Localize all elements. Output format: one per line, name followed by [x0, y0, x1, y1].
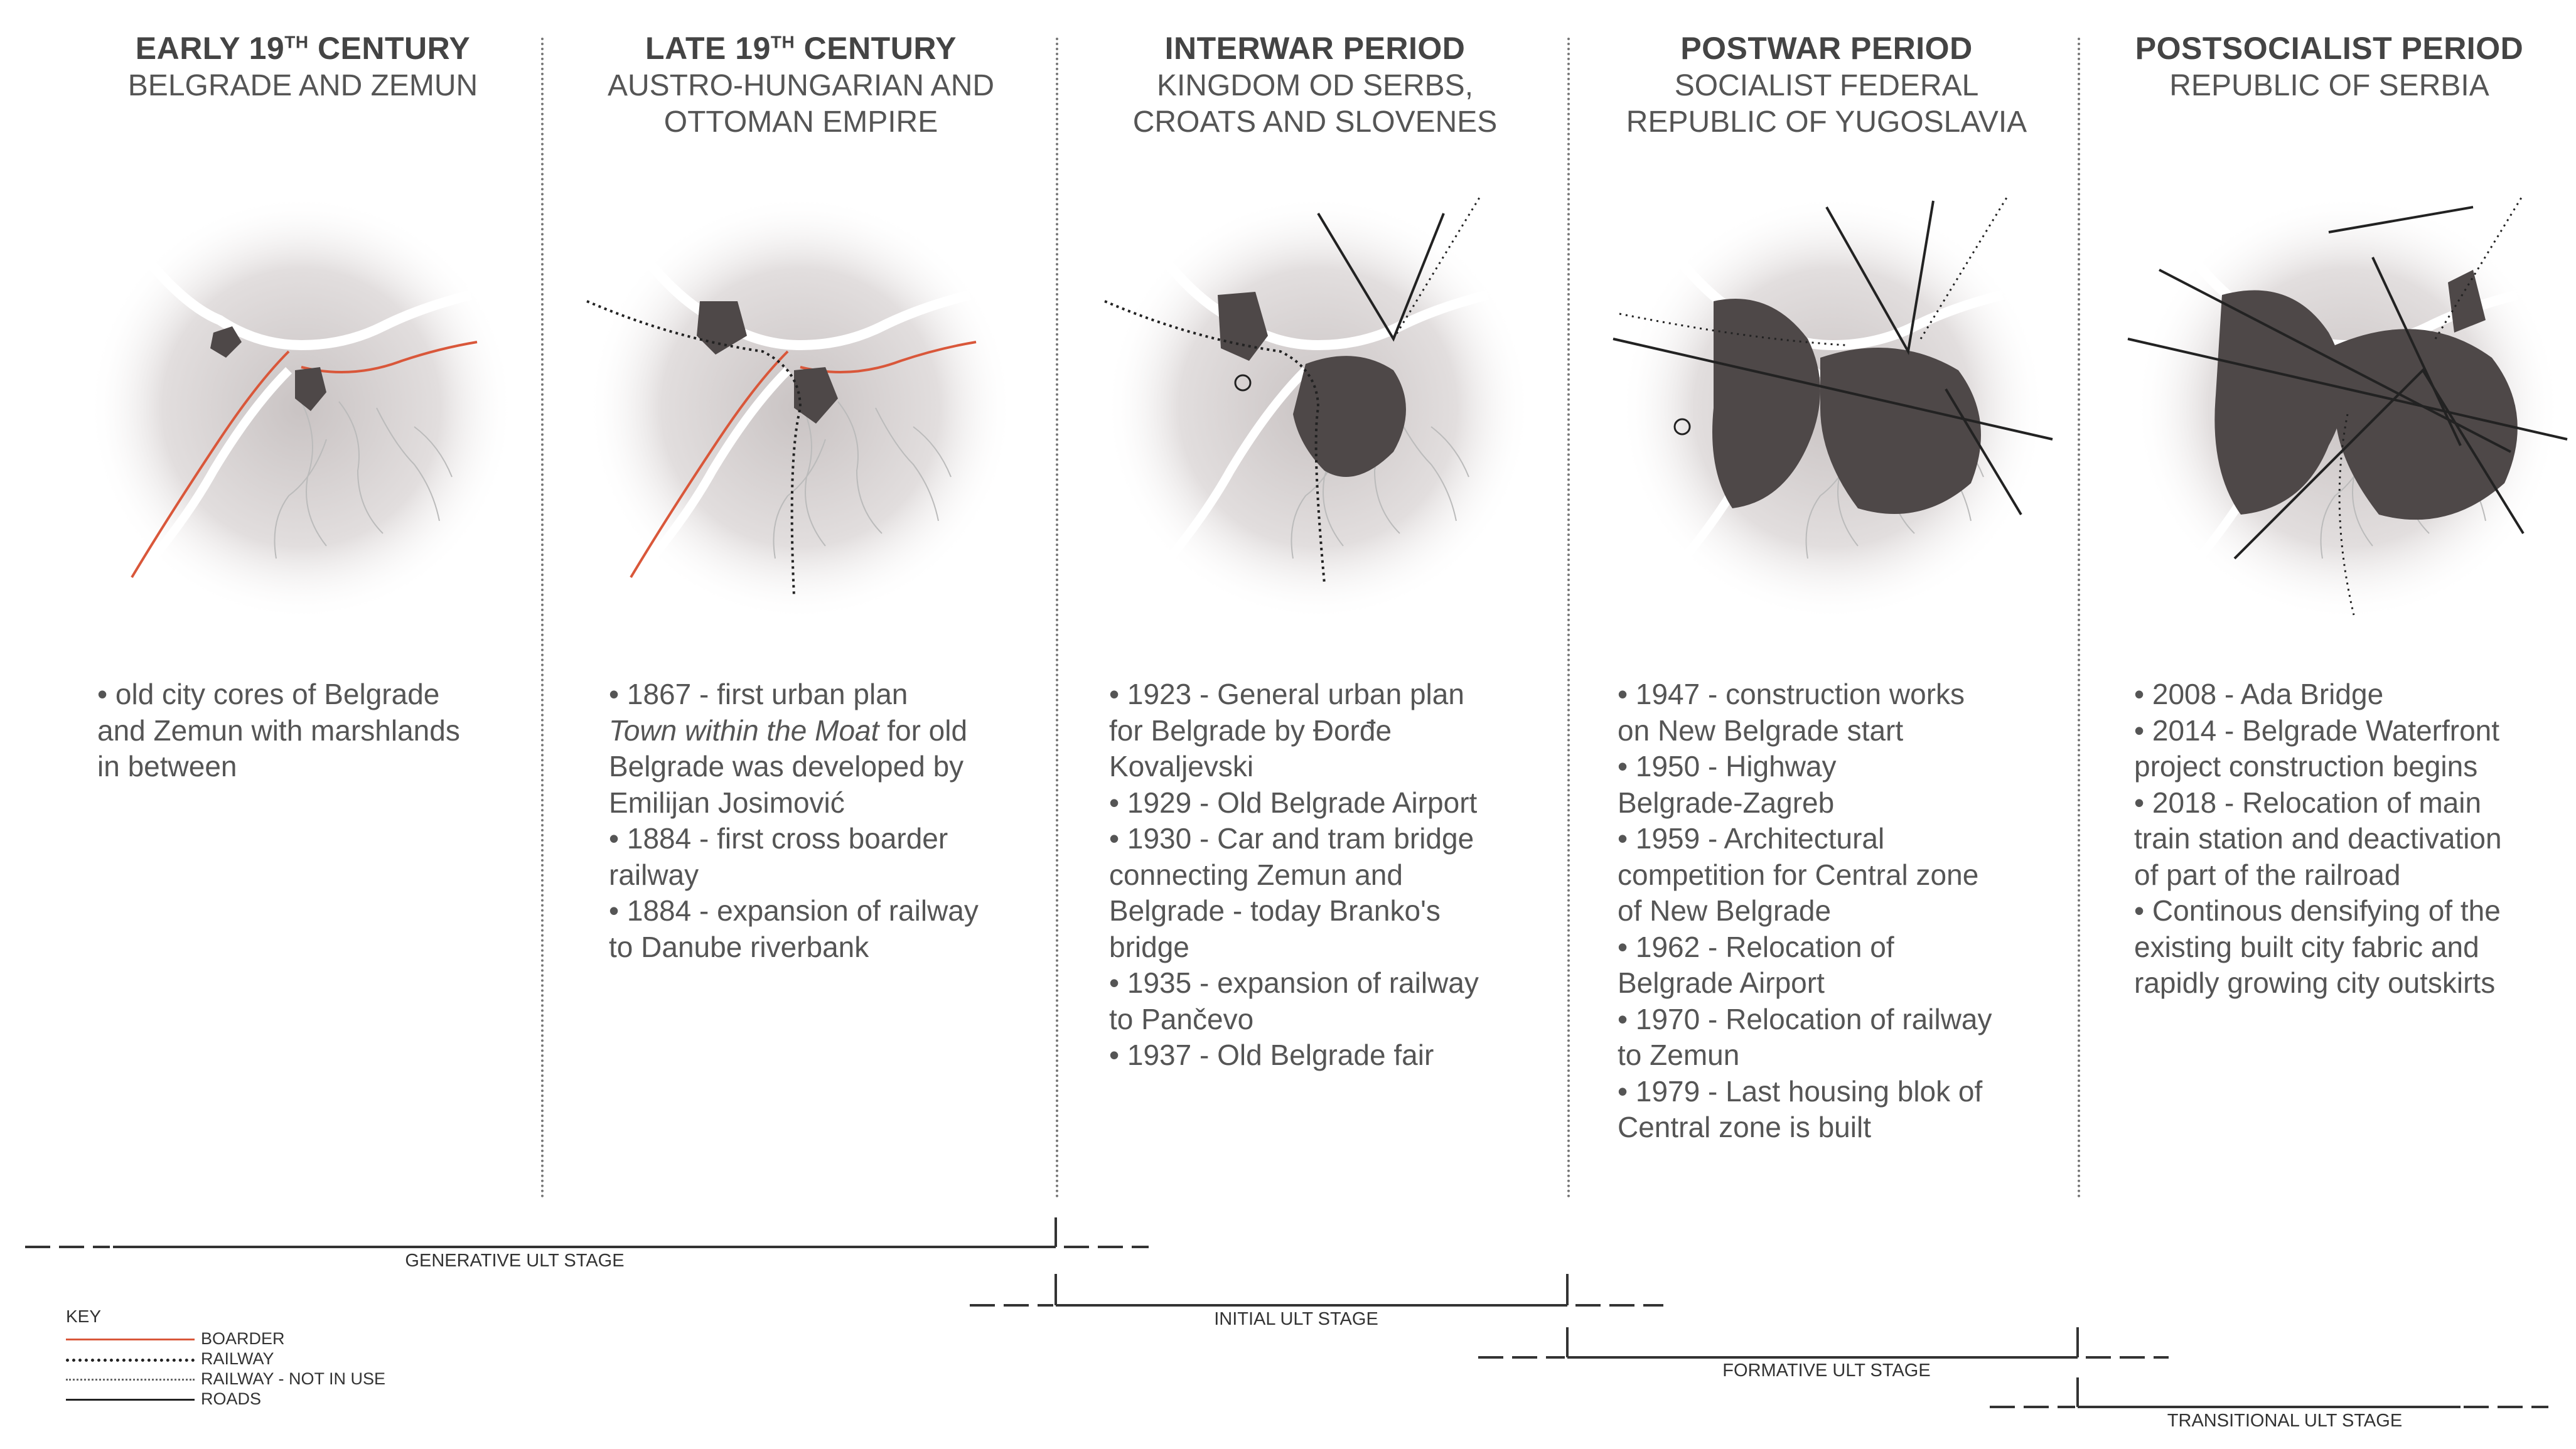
period-title-rest: CENTURY: [795, 31, 957, 66]
event-line: • 2008 - Ada Bridge: [2134, 678, 2384, 710]
event-line: • 1947 - construction works: [1618, 678, 1965, 710]
event-line: to Pančevo: [1109, 1002, 1254, 1035]
event-line: • 1970 - Relocation of railway: [1618, 1002, 1992, 1035]
event-line: existing built city fabric and: [2134, 930, 2479, 963]
event-line: • 1884 - first cross boarder: [609, 822, 948, 855]
event-line: Central zone is built: [1618, 1111, 1871, 1143]
event-line: Kovaljevski: [1109, 750, 1254, 783]
roads-line-swatch: [66, 1399, 195, 1401]
event-line: Belgrade-Zagreb: [1618, 786, 1835, 819]
period-subtitle-line: REPUBLIC OF SERBIA: [2169, 69, 2489, 102]
railway-unused-line-swatch: [66, 1379, 195, 1381]
event-line: competition for Central zone: [1618, 858, 1979, 891]
event-line: • 1937 - Old Belgrade fair: [1109, 1039, 1434, 1071]
key-item-label: RAILWAY: [201, 1349, 274, 1368]
event-line: • old city cores of Belgrade: [97, 678, 440, 710]
railway-line-swatch: [66, 1359, 195, 1362]
event-line: • 1950 - Highway: [1618, 750, 1837, 783]
event-line: • 1959 - Architectural: [1618, 822, 1885, 855]
key-item-label: RAILWAY - NOT IN USE: [201, 1369, 386, 1388]
period-title-rest: CENTURY: [308, 31, 471, 66]
event-line: for Belgrade by Đorđe: [1109, 714, 1392, 747]
event-line: • 2018 - Relocation of main: [2134, 786, 2482, 819]
period-subtitle-line: REPUBLIC OF YUGOSLAVIA: [1626, 105, 2027, 139]
event-line: to Zemun: [1618, 1039, 1740, 1071]
event-line: Belgrade - today Branko's: [1109, 894, 1441, 927]
transitional-stage-label: TRANSITIONAL ULT STAGE: [2167, 1411, 2403, 1431]
event-line: bridge: [1109, 930, 1189, 963]
period-subtitle-line: BELGRADE AND ZEMUN: [127, 69, 478, 102]
event-line: • 1884 - expansion of railway: [609, 894, 979, 927]
period-title-text: POSTWAR PERIOD: [1680, 31, 1973, 66]
period-title-text: LATE 19: [645, 31, 771, 66]
event-line: railway: [609, 858, 699, 891]
key-item-label: BOARDER: [201, 1329, 285, 1348]
period-title-superscript: TH: [770, 32, 795, 52]
event-line: in between: [97, 750, 237, 783]
event-line: Emilijan Josimović: [609, 786, 845, 819]
period-title-text: POSTSOCIALIST PERIOD: [2135, 31, 2524, 66]
event-line: • 1979 - Last housing blok of: [1618, 1074, 1983, 1108]
event-line: to Danube riverbank: [609, 930, 869, 963]
event-line: of part of the railroad: [2134, 858, 2401, 891]
event-line: Town within the Moat for old: [609, 714, 968, 747]
event-line: • 1923 - General urban plan: [1109, 678, 1464, 710]
key-item-label: ROADS: [201, 1389, 262, 1408]
event-line: • 2014 - Belgrade Waterfront: [2134, 714, 2500, 747]
formative-stage-label: FORMATIVE ULT STAGE: [1722, 1361, 1931, 1381]
event-line: • 1962 - Relocation of: [1618, 930, 1894, 963]
event-line: train station and deactivation: [2134, 822, 2502, 855]
plan-name: Town within the Moat: [609, 714, 879, 747]
key-title: KEY: [66, 1307, 102, 1326]
period-subtitle-line: CROATS AND SLOVENES: [1132, 105, 1498, 139]
event-line: and Zemun with marshlands: [97, 714, 460, 747]
event-line: Belgrade Airport: [1618, 966, 1825, 999]
event-line: rapidly growing city outskirts: [2134, 966, 2496, 999]
period-subtitle-line: KINGDOM OD SERBS,: [1156, 69, 1474, 102]
event-line: Belgrade was developed by: [609, 750, 964, 783]
event-line: • Continous densifying of the: [2134, 894, 2501, 927]
period-subtitle-line: OTTOMAN EMPIRE: [663, 105, 938, 139]
period-title-superscript: TH: [284, 32, 309, 52]
boarder-line-swatch: [66, 1339, 195, 1340]
event-line: connecting Zemun and: [1109, 858, 1403, 891]
event-line: on New Belgrade start: [1618, 714, 1904, 747]
event-line: • 1935 - expansion of railway: [1109, 966, 1479, 999]
period-subtitle-line: AUSTRO-HUNGARIAN AND: [607, 69, 995, 102]
period-title-text: EARLY 19: [135, 31, 285, 66]
event-line: • 1930 - Car and tram bridge: [1109, 822, 1474, 855]
event-line: of New Belgrade: [1618, 894, 1832, 927]
period-subtitle-line: SOCIALIST FEDERAL: [1674, 69, 1979, 102]
initial-stage-label: INITIAL ULT STAGE: [1214, 1309, 1378, 1329]
event-line: project construction begins: [2134, 750, 2478, 783]
generative-stage-label: GENERATIVE ULT STAGE: [405, 1251, 625, 1271]
period-title-text: INTERWAR PERIOD: [1164, 31, 1466, 66]
event-line: • 1929 - Old Belgrade Airport: [1109, 786, 1478, 819]
event-line: • 1867 - first urban plan: [609, 678, 908, 710]
